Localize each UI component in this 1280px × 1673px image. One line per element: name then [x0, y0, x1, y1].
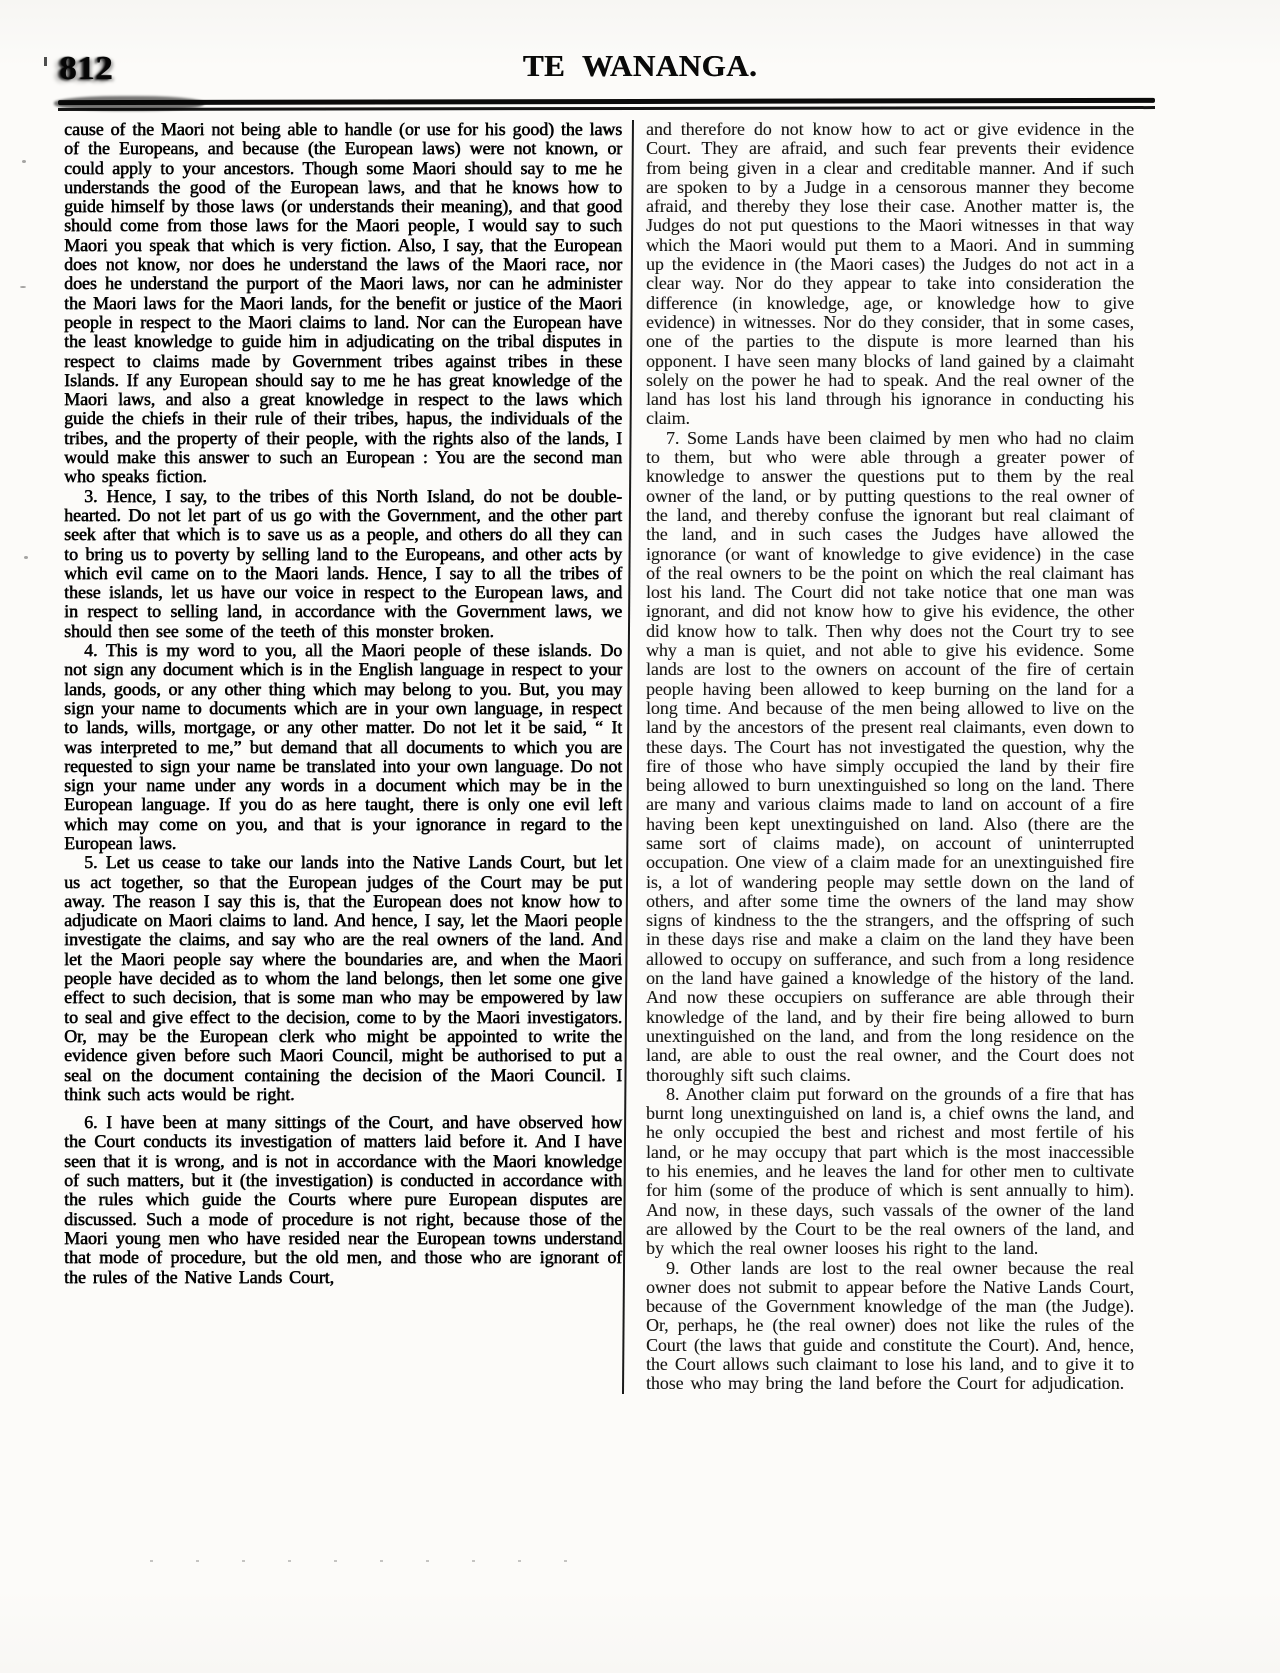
left-column [64, 120, 622, 1394]
right-column [646, 120, 1134, 1394]
article-columns [64, 120, 1136, 1394]
paragraph: 6. I have been at many sittings of the Court, and have observed how the Court conducts its investigation of matters laid before it. And I have seen that it is wrong, and is not in accordance with the Maori knowledge of such matters, but it (the investigation) is conducted in accordance with the rules which guide the Courts where pure European disputes are discussed. Such a mode of procedure is not right, because those of the Maori young men who have resided near the European towns understand that mode of procedure, but the old men, and those who are ignorant of the rules of the Native Lands Court, [64, 1112, 622, 1287]
masthead-title: TE WANANGA. [522, 48, 758, 83]
page-number: 812 [60, 50, 114, 87]
paragraph: 9. Other lands are lost to the real owner because the real owner does not submit to appear before the Native Lands Court, because of the Government knowledge of the man (the Judge). Or, perhaps, he (the real owner) does not like the rules of the Court (the laws that guide and constitute the Court). And, hence, the Court allows such claimant to lose his land, and to give it to those who may bring the land before the Court for adjudication. [646, 1257, 1134, 1394]
paragraph: 5. Let us cease to take our lands into the Native Lands Court, but let us act together, so that the European judges of the Court may be put away. The reason I say this is, that the European does not know how to adjudicate on Maori claims to land. And hence, I say, let the Maori people investigate the claims, and say who are the real owners of the land. And let the Maori people say where the boundaries are, and when the Maori people have decided as to whom the land belongs, then let some one give effect to such decision, that is some man who may be empowered by law to seal and give effect to the decision, come to by the Maori investigators. Or, may be the European clerk who might be appointed to write the evidence given before such Maori Council, might be authorised to put a seal on the document containing the decision of the Maori Council. I think such acts would be right. [64, 852, 622, 1104]
header-rule-top [58, 98, 1155, 105]
paragraph: 7. Some Lands have been claimed by men who had no claim to them, but who were able through a greater power of knowledge to answer the questions put to them by the real owner of the land, or by putting questions to the real owner of the land, and thereby confuse the ignorant but real claimant of the land, and in such cases the Judges have allowed the ignorance (or want of knowledge to give evidence) in the case of the real owners to be the point on which the real claimant has lost his land. The Court did not take notice that one man was ignorant, and did not know how to give his evidence, the other did know how to talk. Then why does not the Court try to see why a man is quiet, and not able to give his evidence. Some lands are lost to the owners on account of the fire of certain people having been allowed to keep burning on the land for a long time. And because of the men being allowed to live on the land by the ancestors of the present real claimants, even down to these days. The Court has not investigated the question, why the fire of those who have simply occupied the land by their fire being allowed to burn unextinguished so long on the land. There are many and various claims made to land on account of a fire having been kept unextinguished on land. Also (there are the same sort of claims made), on account of uninterrupted occupation. One view of a claim made for an unextinguished fire is, a lot of wandering people may settle down on the land of others, and after some time the owners of the land may show signs of kindness to the the strangers, and the offspring of such in these days rise and make a claim on the land they have been allowed to occupy on sufferance, and such from a long residence on the land have gained a knowledge of the history of the land. And now these occupiers on sufferance are able through their knowledge of the land, and by their fire being allowed to burn unextinguished on the land, and from the long residence on the land, are able to oust the real owner, and the Court does not thoroughly sift such claims. [646, 427, 1134, 1085]
column-divider-rule [622, 120, 634, 1394]
paragraph: cause of the Maori not being able to handle (or use for his good) the laws of the Europeans, and because (the European laws) were not known, or could apply to your ancestors. Though some Maori should say to me he understands the good of the European laws, and that he knows how to guide himself by those laws (or understands their meaning), and that good should come from those laws for the Maori people, I would say to such Maori you speak that which is very fiction. Also, I say, that the European does not know, nor does he understand the laws of the Maori race, nor does he understand the purport of the Maori laws, nor can he administer the Maori laws for the Maori lands, for the benefit or justice of the Maori people in respect to the Maori claims to land. Nor can the European have the least knowledge to guide him in adjudicating on the tribal disputes in respect to claims made by Government tribes against tribes in these Islands. If any European should say to me he has great knowledge of the Maori laws, and also a great knowledge in respect to the laws which guide the chiefs in their rule of their tribes, hapus, the individuals of the tribes, and the property of their people, with the rights also of the lands, I would make this answer to such an European : You are the second man who speaks fiction. [64, 119, 622, 487]
paragraph: 8. Another claim put forward on the grounds of a fire that has burnt long unextinguished on land is, a chief owns the land, and he only occupied the best and richest and most fertile of his land, or he may occupy that part which is the most inaccessible to his enemies, and he leaves the land for other men to cultivate for him (some of the produce of which is sent annually to him). And now, in these days, such vassals of the owner of the land are allowed by the Court to be the real owners of the land, and by which the real owner looses his right to the land. [646, 1083, 1134, 1259]
scan-specks [150, 1560, 570, 1562]
paragraph: 3. Hence, I say, to the tribes of this North Island, do not be double-hearted. Do not let part of us go with the Government, and the other part seek after that which is to save us as a people, and others do all they can to bring us to poverty by selling land to the Europeans, and other acts by which evil came on to the Maori lands. Hence, I say to all the tribes of these islands, let us have our voice in respect to the European laws, and in respect to selling land, in accordance with the Government laws, we should then see some of the teeth of this monster broken. [64, 485, 622, 641]
ink-smear [54, 96, 204, 111]
paragraph: 4. This is my word to you, all the Maori people of these islands. Do not sign any document which is in the English language in respect to your lands, goods, or any other thing which may belong to you. But, you may sign your name to documents which are in your own language, in respect to lands, wills, mortgage, or any other matter. Do not let it be said, “ It was interpreted to me,” but demand that all documents to which you are requested to sign your name be translated into your own language. Do not sign your name under any words in a document which may be in the European language. If you do as here taught, there is only one evil left which may come on you, and that is your ignorance in regard to the European laws. [64, 640, 622, 853]
scan-speck [20, 286, 26, 288]
header-double-rule [58, 99, 1155, 110]
scan-speck [24, 556, 28, 559]
header-rule-bottom [58, 106, 1155, 111]
scan-speck [22, 160, 26, 163]
paragraph: and therefore do not know how to act or give evidence in the Court. They are afraid, and such fear prevents their evidence from being given in a clear and creditable manner. And if such are spoken to by a Judge in a censorous manner they become afraid, and thereby they lose their case. Another matter is, the Judges do not put questions to the Maori witnesses in that way which the Maori would put them to a Maori. And in summing up the evidence in (the Maori cases) the Judges do not act in a clear way. Nor do they appear to take into consideration the difference (in knowledge, age, or knowledge how to give evidence) in witnesses. Nor do they consider, that in some cases, one of the parties to the dispute is more learned than his opponent. I have seen many blocks of land gained by a claimaht solely on the power he had to speak. And the real owner of the land has lost his land through his ignorance in conducting his claim. [646, 119, 1134, 429]
